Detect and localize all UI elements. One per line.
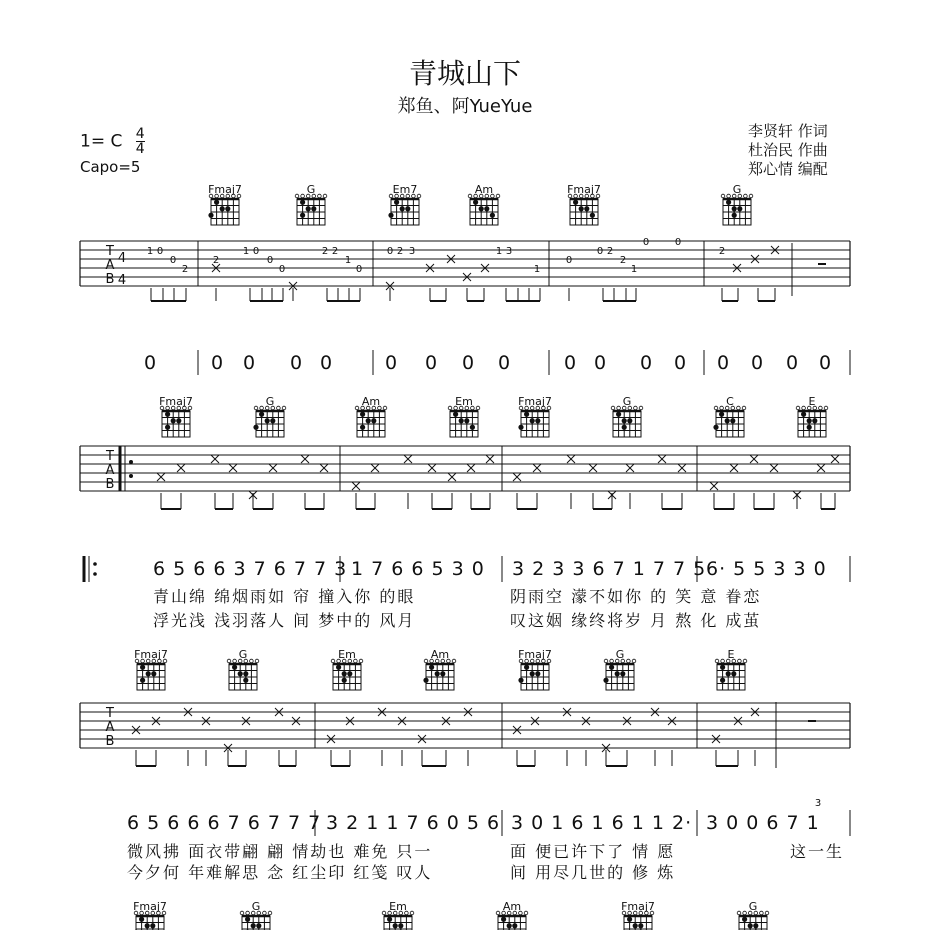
s2-chord-4-finger-dot	[535, 418, 540, 423]
s2-jianpu-group: 1 7 6 6 5 3 0	[351, 558, 485, 580]
s1-chord-1-name: G	[306, 183, 316, 196]
s1-tab-number: 2	[606, 246, 614, 257]
s2-chord-1-finger-dot	[270, 418, 275, 423]
s1-jianpu-note: 0	[716, 352, 730, 374]
time-sig-bottom: 4	[135, 141, 145, 157]
s4-chord-4-finger-dot	[638, 923, 643, 928]
s4-chord-4-finger-dot	[633, 923, 638, 928]
s3-chord-5-open-string	[604, 659, 608, 663]
s2-chord-0-name: Fmaj7	[159, 395, 193, 408]
s3-chord-3-open-string	[452, 659, 456, 663]
s3-chord-2-open-string	[331, 659, 335, 663]
s2-chord-5-open-string	[617, 406, 621, 410]
s1-tab-number: 0	[252, 246, 260, 257]
s1-jianpu-note: 0	[319, 352, 333, 374]
s2-chord-0-finger-dot	[165, 412, 170, 417]
s3-chord-5-open-string	[627, 659, 631, 663]
s3-tab-A: A	[105, 720, 115, 735]
s1-jianpu-note: 0	[818, 352, 832, 374]
s4-chord-2-name: Em	[389, 900, 407, 913]
s3-chord-5-name: G	[615, 648, 625, 661]
song-artist: 郑鱼、阿YueYue	[397, 96, 533, 117]
s1-tab-number: 2	[619, 255, 627, 266]
s2-chord-3-name: Em	[455, 395, 473, 408]
s1-chord-4-finger-dot	[584, 206, 589, 211]
s2-chord-1-finger-dot	[253, 425, 258, 430]
s4-chord-0-finger-dot	[150, 923, 155, 928]
s2-chord-7-finger-dot	[812, 418, 817, 423]
s1-tab-A: A	[105, 258, 115, 273]
s1-chord-1-finger-dot	[300, 213, 305, 218]
s3-chord-3-finger-dot	[440, 671, 445, 676]
s1-tab-number: 2	[321, 246, 329, 257]
s2-chord-5-name: G	[622, 395, 632, 408]
s1-chord-2-finger-dot	[388, 213, 393, 218]
s4-chord-3-finger-dot	[501, 917, 506, 922]
s2-chord-7-open-string	[802, 406, 806, 410]
s3-triplet-mark: 3	[814, 798, 822, 809]
s3-chord-3-finger-dot	[423, 678, 428, 683]
s1-chord-1-finger-dot	[306, 206, 311, 211]
s4-chord-1-open-string	[240, 911, 244, 915]
s4-chord-3-finger-dot	[512, 923, 517, 928]
s1-jianpu-note: 0	[289, 352, 303, 374]
s1-chord-1-open-string	[295, 194, 299, 198]
s1-chord-3-finger-dot	[479, 206, 484, 211]
s3-chord-0-finger-dot	[140, 665, 145, 670]
s2-chord-7-open-string	[796, 406, 800, 410]
s1-chord-5-open-string	[721, 194, 725, 198]
s4-chord-0-finger-dot	[139, 917, 144, 922]
lyricist-credit: 李贤轩 作词	[748, 122, 828, 140]
s4-chord-2-open-string	[410, 911, 414, 915]
s1-jianpu-note: 0	[497, 352, 511, 374]
s1-jianpu-note: 0	[593, 352, 607, 374]
s2-lyrics-verse2: 叹这姻 缘终将岁 月 熬 化 成茧	[510, 611, 762, 630]
s3-chord-6-open-string	[721, 659, 725, 663]
s2-chord-1-name: G	[265, 395, 275, 408]
s3-chord-1-open-string	[250, 659, 254, 663]
s4-chord-3-open-string	[496, 911, 500, 915]
s3-chord-6-name: E	[727, 648, 735, 661]
s1-chord-3-finger-dot	[484, 206, 489, 211]
s4-chord-4-finger-dot	[627, 917, 632, 922]
s2-chord-7-finger-dot	[807, 418, 812, 423]
s1-chord-2-finger-dot	[400, 206, 405, 211]
s1-tab-number: 1	[146, 246, 154, 257]
s1-tab-T: T	[106, 244, 114, 259]
s3-chord-3-open-string	[424, 659, 428, 663]
s2-chord-6-finger-dot	[730, 418, 735, 423]
s2-tab-B: B	[105, 477, 115, 492]
s1-tab-number: 0	[596, 246, 604, 257]
s2-chord-2-finger-dot	[371, 418, 376, 423]
s2-lyrics-verse1: 阴雨空 濛不如你 的 笑 意 眷恋	[510, 587, 762, 606]
s3-chord-2-name: Em	[338, 648, 356, 661]
s1-chord-1-finger-dot	[311, 206, 316, 211]
s3-chord-1-finger-dot	[238, 671, 243, 676]
s3-chord-1-open-string	[255, 659, 259, 663]
s4-chord-2-finger-dot	[398, 923, 403, 928]
s4-chord-5-open-string	[760, 911, 764, 915]
s2-chord-4-name: Fmaj7	[518, 395, 552, 408]
s3-chord-0-finger-dot	[146, 671, 151, 676]
s2-chord-1-open-string	[260, 406, 264, 410]
s4-chord-3-open-string	[524, 911, 528, 915]
s2-jianpu-group: 6· 5 5 3 3 0	[706, 558, 827, 580]
s2-chord-3-open-string	[448, 406, 452, 410]
s1-tab-number: 1	[630, 264, 638, 275]
s1-chord-2-finger-dot	[394, 200, 399, 205]
s2-chord-7-finger-dot	[801, 412, 806, 417]
s1-chord-0-name: Fmaj7	[208, 183, 242, 196]
s4-chord-1-open-string	[246, 911, 250, 915]
s2-chord-5-open-string	[634, 406, 638, 410]
time-sig-top: 4	[135, 126, 145, 142]
arranger-credit: 郑心情 编配	[748, 160, 828, 178]
s1-chord-3-open-string	[496, 194, 500, 198]
s4-chord-0-finger-dot	[145, 923, 150, 928]
s1-chord-1-finger-dot	[300, 200, 305, 205]
s4-chord-5-open-string	[765, 911, 769, 915]
s2-chord-2-open-string	[355, 406, 359, 410]
s1-tab-number: 0	[169, 255, 177, 266]
s4-chord-2-finger-dot	[393, 923, 398, 928]
s1-chord-2-name: Em7	[392, 183, 418, 196]
s1-chord-0-finger-dot	[220, 206, 225, 211]
s1-tab-number: 2	[396, 246, 404, 257]
s4-chord-1-open-string	[268, 911, 272, 915]
s3-chord-6-finger-dot	[726, 671, 731, 676]
s4-chord-5-finger-dot	[748, 923, 753, 928]
s3-jianpu-group: 6 5 6 6 6 7 6 7 7 7	[127, 812, 322, 834]
s4-chord-3-finger-dot	[507, 923, 512, 928]
s1-time-top: 4	[117, 251, 127, 266]
s1-tab-number: 0	[156, 246, 164, 257]
s2-chord-7-finger-dot	[807, 425, 812, 430]
s3-lyrics-verse1: 面 便已许下了 情 愿	[510, 842, 676, 861]
s1-tab-number: 1	[533, 264, 541, 275]
s2-chord-7-open-string	[824, 406, 828, 410]
s2-chord-7-open-string	[819, 406, 823, 410]
s2-chord-5-open-string	[639, 406, 643, 410]
s3-chord-6-open-string	[738, 659, 742, 663]
s3-chord-5-open-string	[632, 659, 636, 663]
s3-chord-1-finger-dot	[243, 678, 248, 683]
s1-chord-0-finger-dot	[208, 213, 213, 218]
s1-chord-3-name: Am	[474, 183, 494, 196]
s3-lyrics-verse2: 间 用尽几世的 修 炼	[510, 863, 676, 882]
s3-chord-2-finger-dot	[347, 671, 352, 676]
s1-jianpu-note: 0	[639, 352, 653, 374]
s2-chord-6-finger-dot	[725, 418, 730, 423]
s1-chord-1-open-string	[323, 194, 327, 198]
s1-chord-5-finger-dot	[732, 206, 737, 211]
s2-chord-2-finger-dot	[360, 412, 365, 417]
s1-jianpu-note: 0	[210, 352, 224, 374]
s1-chord-5-finger-dot	[737, 206, 742, 211]
s4-chord-5-name: G	[748, 900, 758, 913]
s2-repeat-dot	[129, 474, 133, 478]
composer-credit: 杜治民 作曲	[748, 141, 828, 159]
s1-tab-number: 0	[266, 255, 274, 266]
s4-chord-1-finger-dot	[256, 923, 261, 928]
s3-chord-4-finger-dot	[530, 671, 535, 676]
s2-chord-0-finger-dot	[171, 418, 176, 423]
s3-chord-1-open-string	[233, 659, 237, 663]
s2-chord-5-finger-dot	[622, 418, 627, 423]
s1-jianpu-note: 0	[750, 352, 764, 374]
s2-chord-0-finger-dot	[165, 425, 170, 430]
s1-tab-number: 2	[331, 246, 339, 257]
s4-chord-1-open-string	[263, 911, 267, 915]
s1-tab-number: 0	[642, 237, 650, 248]
s1-chord-5-open-string	[744, 194, 748, 198]
s4-chord-1-finger-dot	[245, 917, 250, 922]
s2-chord-1-finger-dot	[265, 418, 270, 423]
s3-chord-1-finger-dot	[243, 671, 248, 676]
s2-chord-7-name: E	[808, 395, 816, 408]
s3-chord-4-finger-dot	[535, 671, 540, 676]
s4-chord-1-name: G	[251, 900, 261, 913]
s2-tab-A: A	[105, 463, 115, 478]
s1-chord-5-finger-dot	[732, 213, 737, 218]
s1-chord-4-finger-dot	[579, 206, 584, 211]
s3-chord-6-open-string	[743, 659, 747, 663]
s1-chord-5-open-string	[749, 194, 753, 198]
s3-lyrics-verse1: 这一生	[790, 842, 845, 861]
s4-chord-2-finger-dot	[387, 917, 392, 922]
s2-repeat-dot	[93, 562, 97, 566]
s3-lyrics-verse1: 微风拂 面衣带翩 翩 情劫也 难免 只一	[127, 842, 433, 861]
s1-chord-3-finger-dot	[473, 200, 478, 205]
s1-tab-number: 2	[181, 264, 189, 275]
s3-chord-3-finger-dot	[429, 665, 434, 670]
s2-chord-2-name: Am	[361, 395, 381, 408]
s2-chord-6-finger-dot	[719, 412, 724, 417]
s3-jianpu-group: 3 0 0 6 7 1	[706, 812, 820, 834]
s2-chord-1-open-string	[282, 406, 286, 410]
s1-jianpu-note: 0	[785, 352, 799, 374]
s3-jianpu-group: 3 0 1 6 1 6 1 1 2·	[511, 812, 693, 834]
s3-chord-6-finger-dot	[720, 665, 725, 670]
s1-tab-number: 0	[565, 255, 573, 266]
s1-tab-number: 0	[355, 264, 363, 275]
s2-chord-6-open-string	[742, 406, 746, 410]
s1-jianpu-note: 0	[673, 352, 687, 374]
s2-chord-5-finger-dot	[627, 418, 632, 423]
s1-jianpu-note: 0	[563, 352, 577, 374]
s3-chord-5-finger-dot	[615, 671, 620, 676]
s1-tab-number: 1	[495, 246, 503, 257]
s1-tab-number: 1	[344, 255, 352, 266]
s3-chord-6-open-string	[715, 659, 719, 663]
s2-lyrics-verse1: 青山绵 绵烟雨如 帘 撞入你 的眼	[153, 587, 416, 606]
s2-chord-6-open-string	[720, 406, 724, 410]
s4-chord-5-open-string	[737, 911, 741, 915]
s1-time-bottom: 4	[117, 273, 127, 288]
s2-chord-6-name: C	[726, 395, 734, 408]
s3-chord-6-finger-dot	[731, 671, 736, 676]
s2-jianpu-group: 3 2 3 3 6 7 1 7 7 5	[512, 558, 707, 580]
s4-chord-5-finger-dot	[753, 923, 758, 928]
s3-lyrics-verse2: 今夕何 年难解思 念 红尘印 红笺 叹人	[127, 863, 433, 882]
s2-chord-3-open-string	[476, 406, 480, 410]
s2-chord-3-finger-dot	[453, 412, 458, 417]
s2-repeat-dot	[93, 572, 97, 576]
s2-chord-3-finger-dot	[470, 425, 475, 430]
s2-chord-5-finger-dot	[622, 425, 627, 430]
s1-jianpu-note: 0	[461, 352, 475, 374]
s4-chord-4-name: Fmaj7	[621, 900, 655, 913]
s1-chord-1-open-string	[301, 194, 305, 198]
s2-chord-5-finger-dot	[616, 412, 621, 417]
s1-jianpu-note: 0	[242, 352, 256, 374]
s1-chord-3-open-string	[468, 194, 472, 198]
s3-tab-T: T	[106, 706, 114, 721]
s1-chord-4-name: Fmaj7	[567, 183, 601, 196]
s3-chord-1-name: G	[238, 648, 248, 661]
s4-chord-1-finger-dot	[251, 923, 256, 928]
s2-chord-3-finger-dot	[464, 418, 469, 423]
s4-chord-3-name: Am	[502, 900, 522, 913]
s3-chord-1-finger-dot	[232, 665, 237, 670]
s3-chord-2-finger-dot	[336, 665, 341, 670]
s4-chord-2-open-string	[382, 911, 386, 915]
s1-tab-number: 0	[278, 264, 286, 275]
s2-chord-6-finger-dot	[713, 425, 718, 430]
s1-chord-0-finger-dot	[225, 206, 230, 211]
s2-chord-1-finger-dot	[259, 412, 264, 417]
s2-lyrics-verse2: 浮光浅 浅羽落人 间 梦中的 风月	[153, 611, 416, 630]
s1-chord-2-finger-dot	[405, 206, 410, 211]
s3-chord-0-finger-dot	[151, 671, 156, 676]
s3-chord-6-finger-dot	[720, 678, 725, 683]
s3-chord-2-finger-dot	[342, 678, 347, 683]
s1-chord-3-finger-dot	[490, 213, 495, 218]
s2-tab-T: T	[106, 449, 114, 464]
s2-chord-6-open-string	[714, 406, 718, 410]
s2-chord-0-finger-dot	[176, 418, 181, 423]
s1-chord-5-finger-dot	[726, 200, 731, 205]
s2-chord-2-open-string	[383, 406, 387, 410]
key-label: 1= C	[80, 131, 123, 152]
s2-chord-1-open-string	[277, 406, 281, 410]
s2-chord-4-finger-dot	[524, 412, 529, 417]
s1-tab-number: 0	[386, 246, 394, 257]
s1-tab-B: B	[105, 272, 115, 287]
s1-tab-number: 2	[212, 255, 220, 266]
s1-tab-number: 3	[408, 246, 416, 257]
s1-chord-4-finger-dot	[573, 200, 578, 205]
s3-chord-5-finger-dot	[620, 671, 625, 676]
capo-label: Capo=5	[80, 158, 141, 176]
s2-chord-3-finger-dot	[459, 418, 464, 423]
s1-tab-number: 0	[674, 237, 682, 248]
s1-chord-2-open-string	[389, 194, 393, 198]
s3-chord-2-open-string	[359, 659, 363, 663]
s1-chord-2-open-string	[417, 194, 421, 198]
s1-jianpu-note: 0	[384, 352, 398, 374]
s1-tab-number: 2	[718, 246, 726, 257]
s3-chord-4-name: Fmaj7	[518, 648, 552, 661]
s1-chord-5-open-string	[727, 194, 731, 198]
s1-chord-1-open-string	[318, 194, 322, 198]
s3-chord-5-open-string	[610, 659, 614, 663]
s2-chord-5-open-string	[611, 406, 615, 410]
s2-repeat-dot	[129, 460, 133, 464]
s1-tab-number: 3	[505, 246, 513, 257]
s1-chord-4-finger-dot	[590, 213, 595, 218]
s2-chord-1-open-string	[254, 406, 258, 410]
s3-jianpu-group: 3 2 1 1 7 6 0 5 6	[326, 812, 501, 834]
s3-chord-0-finger-dot	[140, 678, 145, 683]
s1-chord-5-name: G	[732, 183, 742, 196]
song-title: 青城山下	[408, 57, 521, 90]
s2-chord-4-finger-dot	[518, 425, 523, 430]
s3-chord-3-name: Am	[430, 648, 450, 661]
s4-chord-0-name: Fmaj7	[133, 900, 167, 913]
s3-chord-1-open-string	[227, 659, 231, 663]
s3-chord-5-finger-dot	[603, 678, 608, 683]
s3-chord-2-finger-dot	[342, 671, 347, 676]
s3-chord-3-finger-dot	[435, 671, 440, 676]
s2-chord-6-open-string	[737, 406, 741, 410]
s2-chord-4-finger-dot	[530, 418, 535, 423]
s2-chord-2-finger-dot	[366, 418, 371, 423]
s1-chord-0-finger-dot	[214, 200, 219, 205]
s1-jianpu-note: 0	[143, 352, 157, 374]
s3-tab-B: B	[105, 734, 115, 749]
s1-jianpu-note: 0	[424, 352, 438, 374]
s3-chord-0-name: Fmaj7	[134, 648, 168, 661]
s3-chord-4-finger-dot	[524, 665, 529, 670]
s3-chord-4-finger-dot	[518, 678, 523, 683]
s3-chord-5-finger-dot	[609, 665, 614, 670]
s4-chord-5-open-string	[743, 911, 747, 915]
s2-jianpu-group: 6 5 6 6 3 7 6 7 7 3	[153, 558, 348, 580]
s2-chord-2-finger-dot	[360, 425, 365, 430]
s4-chord-5-finger-dot	[742, 917, 747, 922]
s1-tab-number: 1	[242, 246, 250, 257]
